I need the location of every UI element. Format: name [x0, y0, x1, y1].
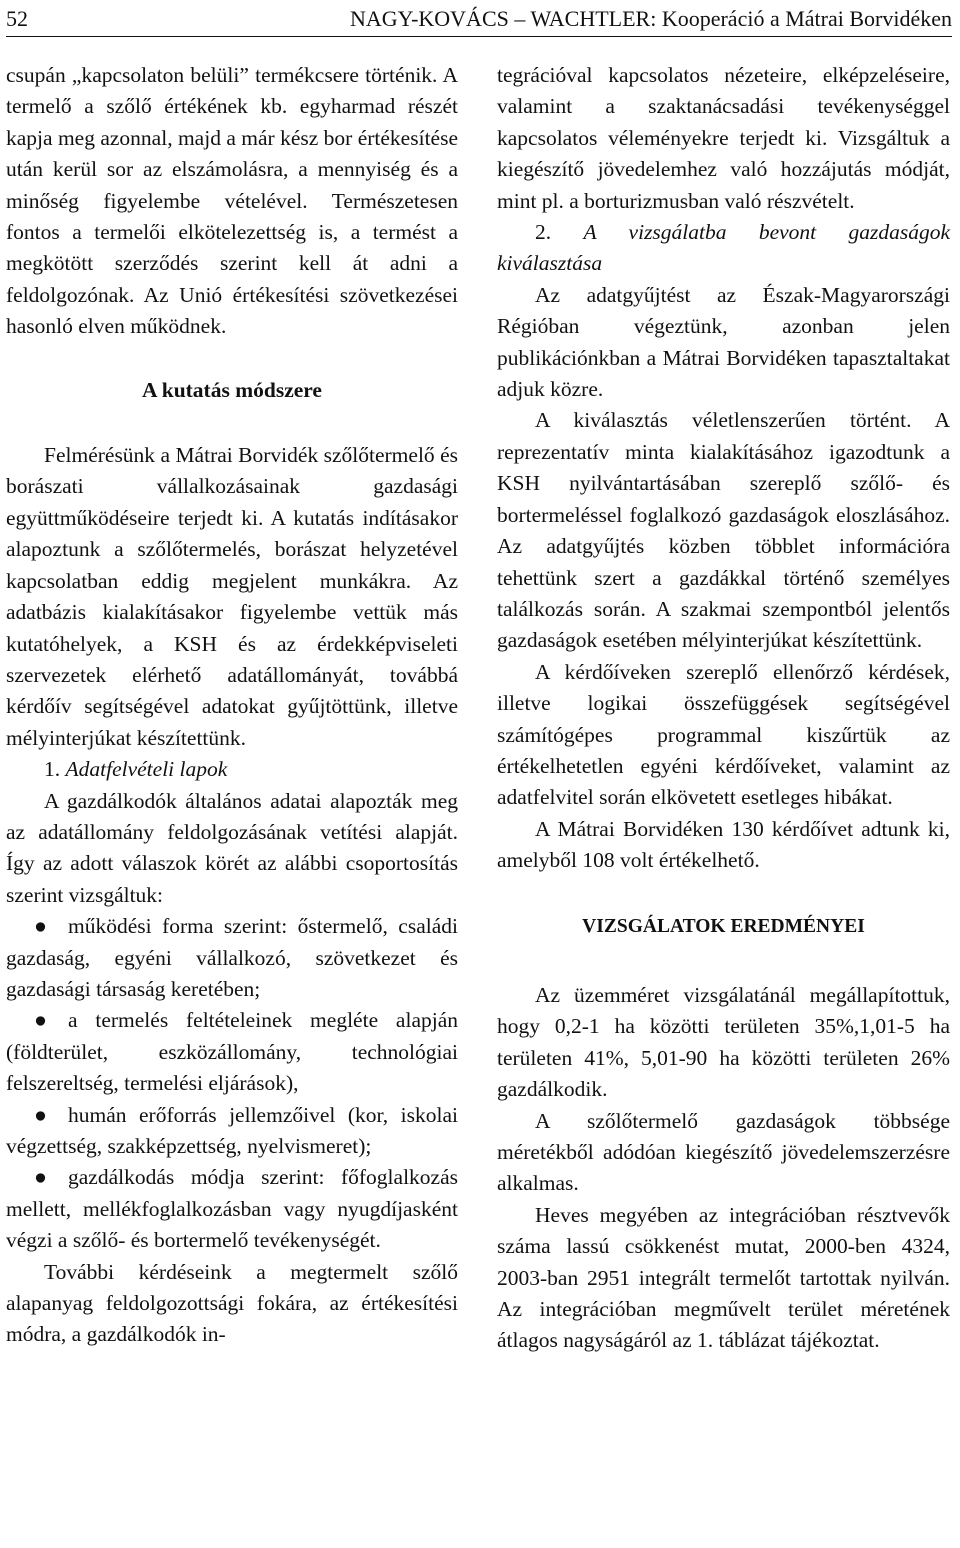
- list-item: ● a termelés feltételeinek megléte alapján (földterület, eszközállomány, technológiai felszereltség, termelési eljárások),: [6, 1005, 458, 1099]
- paragraph: Felmérésünk a Mátrai Borvidék szőlőtermelő és borászati vállalkozásainak gazdasági együttműködéseire terjedt ki. A kutatás indításakor alapoztunk a szőlőtermelés, borászat helyzetével kapcsolatban eddig megjelent munkákra. Az adatbázis kialakításakor figyelembe vettük más kutatóhelyek, a KSH és az érdekképviseleti szervezetek elérhető adatállományát, továbbá kérdőív segítségével adatokat gyűjtöttünk, illetve mélyinterjúkat készítettünk.: [6, 443, 458, 750]
- bullet-icon: ●: [34, 1102, 47, 1127]
- paragraph: csupán „kapcsolaton belüli” termékcsere történik. A termelő a szőlő értékének kb. egyharmad részét kapja meg azonnal, majd a már kész bor értékesítése után kerül sor az elszámolásra, a mennyiség és a minőség figyelembe vételével. Természetesen fontos a termelői elkötelezettség is, a termést a megkötött szerződés szerint kell át adni a feldolgozónak. Az Unió értékesítési szövetkezései hasonló elven működnek.: [6, 63, 458, 339]
- subsection-heading: [6, 754, 458, 785]
- right-column: [497, 60, 950, 1357]
- paragraph: A kérdőíveken szereplő ellenőrző kérdések, illetve logikai összefüggések segítségével számítógépes programmal kiszűrtük az értékelhetetlen egyéni kérdőíveket, valamint az adatfelvitel során elkövetett esetleges hibákat.: [497, 659, 950, 810]
- bullet-list: [6, 911, 458, 1256]
- left-column: [6, 60, 458, 1351]
- bullet-icon: ●: [34, 1008, 47, 1033]
- page-header: [6, 4, 952, 37]
- subsection-title: A vizsgálatba bevont gazdaságok kiválasztása: [497, 220, 951, 276]
- paragraph: A Mátrai Borvidéken 130 kérdőívet adtunk ki, amelyből 108 volt értékelhető.: [497, 816, 950, 873]
- subsection-heading: [497, 217, 950, 280]
- paragraph: A szőlőtermelő gazdaságok többsége méretékből adódóan kiegészítő jövedelemszerzésre alkalmas.: [497, 1108, 950, 1196]
- paragraph: Az adatgyűjtést az Észak-Magyarországi Régióban végeztünk, azonban jelen publikációnkban a Mátrai Borvidéken tapasztaltakat adjuk közre.: [497, 282, 950, 402]
- paragraph: tegrációval kapcsolatos nézeteire, elképzeléseire, valamint a szaktanácsadási tevékenységgel kapcsolatos véleményekre terjedt ki. Vizsgáltuk a kiegészítő jövedelemhez való hozzájutás módját, mint pl. a borturizmusban való részvételt.: [497, 63, 950, 213]
- paragraph: Az üzemméret vizsgálatánál megállapítottuk, hogy 0,2-1 ha közötti területen 35%,1,01-5 ha területen 41%, 5,01-90 ha közötti területen 26% gazdálkodik.: [497, 982, 950, 1102]
- list-item: ● gazdálkodás módja szerint: főfoglalkozás mellett, mellékfoglalkozásban vagy nyugdíjasként végzi a szőlő- és bortermelő tevékenységét.: [6, 1162, 458, 1256]
- bullet-icon: ●: [34, 1165, 47, 1190]
- paragraph: A gazdálkodók általános adatai alapozták meg az adatállomány feldolgozásának vetítési alapját. Így az adott válaszok körét az alábbi csoportosítás szerint vizsgáltuk:: [6, 788, 458, 907]
- section-heading-results: VIZSGÁLATOK EREDMÉNYEI: [582, 915, 865, 937]
- paragraph: Heves megyében az integrációban résztvevők száma lassú csökkenést mutat, 2000-ben 4324, 2003-ban 2951 integrált termelőt tartottak nyilván. Az integrációban megművelt terület méretének átlagos nagyságáról az 1. táblázat tájékoztat.: [497, 1202, 950, 1353]
- subsection-number: 1.: [44, 757, 61, 782]
- paragraph: A kiválasztás véletlenszerűen történt. A reprezentatív minta kialakításához igazodtunk a KSH nyilvántartásában szereplő szőlő- és bortermeléssel foglalkozó gazdaságok eloszlásához. Az adatgyűjtés közben többlet információra tehettünk szert a gazdákkal történő személyes találkozás során. A szakmai szempontból jelentős gazdaságok esetében mélyinterjúkat készítettünk.: [497, 408, 950, 653]
- bullet-icon: ●: [34, 914, 47, 939]
- paragraph: További kérdéseink a megtermelt szőlő alapanyag feldolgozottsági fokára, az értékesítési módra, a gazdálkodók in-: [6, 1259, 458, 1347]
- subsection-title: Adatfelvételi lapok: [65, 757, 228, 782]
- running-title: NAGY-KOVÁCS – WACHTLER: Kooperáció a Mátrai Borvidéken: [349, 6, 952, 31]
- section-heading-methods: A kutatás módszere: [142, 377, 322, 402]
- subsection-number: 2.: [535, 220, 552, 245]
- page-number: 52: [6, 6, 28, 31]
- list-item: ● működési forma szerint: őstermelő, családi gazdaság, egyéni vállalkozó, szövetkezet és gazdasági társaság keretében;: [6, 911, 458, 1005]
- list-item: ● humán erőforrás jellemzőivel (kor, iskolai végzettség, szakképzettség, nyelvismeret);: [6, 1100, 458, 1163]
